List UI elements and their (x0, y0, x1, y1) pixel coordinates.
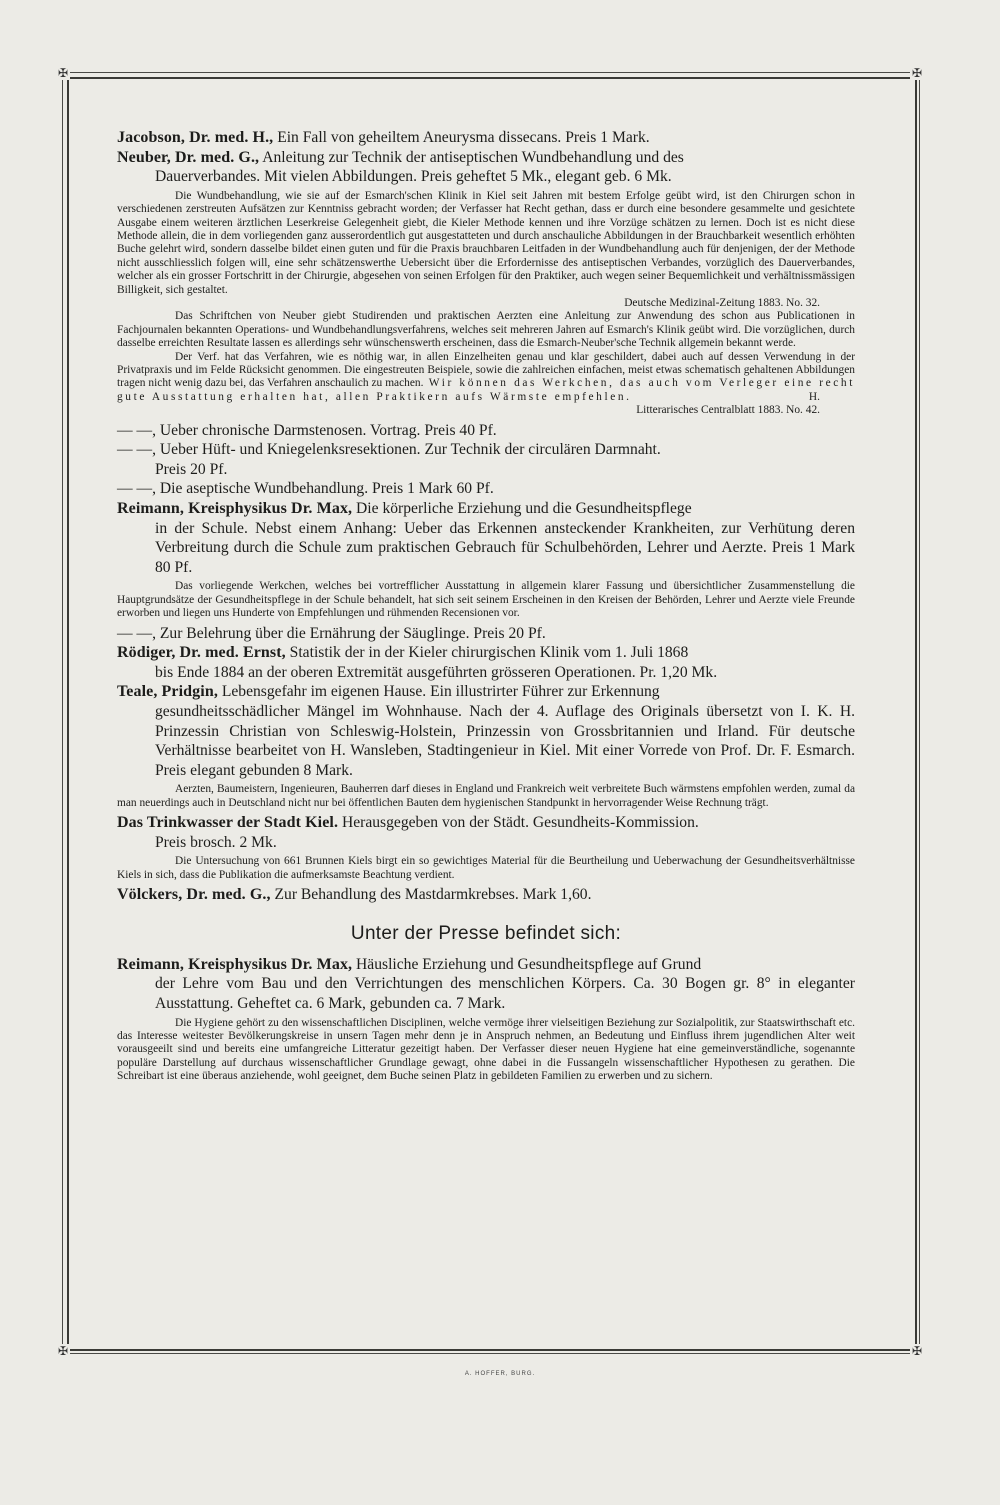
entry-text: Die körperliche Erziehung und die Gesundheitspflege (352, 500, 692, 518)
review-initial: H. (808, 390, 820, 403)
review-text-spaced: Wir können das Werkchen, das auch vom Verleger eine recht gute Ausstattung erhalten hat, allen Praktikern aufs Wärmste empfehlen. (117, 377, 855, 403)
entry-text: Statistik der in der Kieler chirurgischen Klinik vom 1. Juli 1868 (285, 644, 689, 662)
review-paragraph: Das Schriftchen von Neuber giebt Studirenden und praktischen Aerzten eine Anleitung zur Anwendung des schon aus Publicationen in Fachjournalen bekannten Operations- und Wundbehandlungsverfahrens, welches seit mehreren Jahren auf Esmarch's Klinik geübt wird. Die vorzüglichen, durch dasselbe erreichten Resultate lassen es allerdings sehr wünschenswerth erscheinen, dass die Esmarch-Neuber'sche Technik allgemein bekannt werde. (117, 310, 855, 350)
entry-continuation: Preis 20 Pf. (155, 460, 228, 478)
entry-teale (117, 682, 855, 780)
review-source: Litterarisches Centralblatt 1883. No. 42. (636, 404, 820, 417)
review-paragraph: Die Untersuchung von 661 Brunnen Kiels birgt ein so gewichtiges Material für die Beurtheilung und Ueberwachung der Gesundheitsverhältnisse Kiels in sich, dass die Publikation die aufmerksamste Beachtung verdient. (117, 855, 855, 881)
entry-continuation: der Lehre vom Bau und den Verrichtungen des menschlichen Körpers. Ca. 30 Bogen gr. 8° in eleganter Ausstattung. Geheftet ca. 6 Mark, gebunden ca. 7 Mark. (155, 975, 855, 1012)
entry-jacobson (117, 128, 855, 148)
entry-dash-2 (117, 440, 855, 479)
press-heading: Unter der Presse befindet sich: (350, 922, 622, 944)
entry-dash-1 (117, 421, 855, 441)
review-paragraph: Die Wundbehandlung, wie sie auf der Esmarch'schen Klinik in Kiel seit Jahren mit bestem Erfolge geübt wird, ist den Chirurgen schon in verschiedenen zerstreuten Aufsätzen zur Kenntniss gebracht worden; der Verfasser hat Recht gethan, dass er durch eine besondere gesammelte und gesichtete Ausgabe einem weiteren ärztlichen Leserkreise Gelegenheit giebt, die Kieler Methode kennen und ihre Vorzüge schätzen zu lernen. Doch ist es nicht diese Methode allein, die in dem vorliegenden ganz ausserordentlich gut ausgestatteten und durch anschauliche Abbildungen in der Brauchbarkeit wesentlich erhöhten Buche gelehrt wird, sondern dasselbe bildet einen guten und für die Praxis brauchbaren Leitfaden in der Wundbehandlung auch für denjenigen, der der Methode nicht ausschliesslich folgen will, eine sehr schätzenswerthe Uebersicht über die Erfordernisse des antiseptischen Verbandes, vorzüglich des Dauerverbandes, welcher als ein grosser Fortschritt in der Chirurgie, abgesehen von seinen Erfolgen für den Praktiker, auch wegen seiner Bequemlichkeit und verhältnissmässigen Billigkeit, sich gestaltet. (117, 189, 855, 296)
entry-continuation: Dauerverbandes. Mit vielen Abbildungen. Preis geheftet 5 Mk., elegant geb. 6 Mk. (155, 168, 672, 186)
entry-text: — —, Zur Belehrung über die Ernährung der Säuglinge. Preis 20 Pf. (117, 624, 546, 642)
review-paragraph: Die Hygiene gehört zu den wissenschaftlichen Disciplinen, welche vermöge ihrer vielseitigen Beziehung zur Sozialpolitik, zur Staatswirthschaft etc. das Interesse weitester Bevölkerungskreise in unsern Tagen mehr denn je in Anspruch nehmen, an Bedeutung und Einfluss ihrem jugendlichen Alter weit vorausgeeilt sind und bereits eine umfangreiche Litteratur gezeitigt haben. Der Verfasser dieser neuen Hygiene hat eine gemeinverständliche, sogenannte populäre Darstellung auf durchaus wissenschaftlicher Grundlage gewagt, ohne dabei in die Fussangeln wissenschaftlicher Hypothesen zu gerathen. Die Schreibart ist eine überaus anziehende, wohl geeignet, dem Buche seinen Platz in gebildeten Familien zu erwerben und zu sichern. (117, 1016, 855, 1083)
entry-dash-4 (117, 624, 855, 644)
entry-text: — —, Die aseptische Wundbehandlung. Preis 1 Mark 60 Pf. (117, 480, 494, 498)
entry-voelckers (117, 885, 855, 905)
author-name: Reimann, Kreisphysikus Dr. Max, (117, 500, 353, 518)
corner-ornament-icon: ✠ (911, 66, 923, 80)
entry-text: — —, Ueber Hüft- und Kniegelenksresektionen. Zur Technik der circulären Darmnaht. (117, 441, 661, 459)
author-name: Reimann, Kreisphysikus Dr. Max, (117, 955, 353, 973)
review-paragraph: Das vorliegende Werkchen, welches bei vortrefflicher Ausstattung in allgemein klarer Fassung und übersichtlicher Zusammenstellung die Hauptgrundsätze der Gesundheitspflege in der Schule behandelt, hat sich seit seinem Erscheinen in den Kreisen der Behörden, Lehrer und Aerzte viele Freunde erworben und liegen uns Hunderte von Empfehlungen und rühmenden Recensionen vor. (117, 580, 855, 620)
review-source: Deutsche Medizinal-Zeitung 1883. No. 32. (624, 297, 820, 310)
entry-text: Ein Fall von geheiltem Aneurysma dissecans. Preis 1 Mark. (273, 129, 650, 146)
entry-text: — —, Ueber chronische Darmstenosen. Vortrag. Preis 40 Pf. (117, 421, 497, 439)
review-reimann-2 (117, 1017, 855, 1084)
entry-continuation: gesundheitsschädlicher Mängel im Wohnhause. Nach der 4. Auflage des Originals übersetzt von I. K. H. Prinzessin Christian von Schleswig-Holstein, Prinzessin von Grossbritannien und Irland. Für deutsche Verhältnisse bearbeitet von H. Wansleben, Stadtingenieur in Kiel. Mit einer Vorrede von Prof. Dr. F. Esmarch. Preis elegant gebunden 8 Mark. (155, 703, 855, 779)
review-neuber (117, 190, 855, 418)
entry-text: Häusliche Erziehung und Gesundheitspflege auf Grund (352, 955, 702, 973)
entry-neuber (117, 148, 855, 187)
review-reimann (117, 580, 855, 620)
entry-continuation: Preis brosch. 2 Mk. (155, 833, 277, 851)
review-paragraph: Aerzten, Baumeistern, Ingenieuren, Bauherren darf dieses in England und Frankreich weit verbreitete Buch wärmstens empfohlen werden, zumal da man neuerdings auch in Deutschland nicht nur bei öffentlichen Bauten dem hygienischen Standpunkt in hervorragender Weise Rechnung trägt. (117, 783, 855, 809)
author-name: Teale, Pridgin, (117, 683, 218, 701)
corner-ornament-icon: ✠ (57, 1344, 69, 1358)
printer-imprint: A. HOFFER, BURG. (464, 1371, 536, 1377)
entry-text: Zur Behandlung des Mastdarmkrebses. Mark 1,60. (270, 886, 592, 904)
entry-continuation: in der Schule. Nebst einem Anhang: Ueber das Erkennen ansteckender Krankheiten, zur Verhütung deren Verbreitung durch die Schule zum praktischen Gebrauch für Schulbehörden, Lehrer und Aerzte. Preis 1 Mark 80 Pf. (155, 519, 855, 576)
catalogue-content (117, 128, 855, 1087)
author-name: Das Trinkwasser der Stadt Kiel. (117, 814, 339, 832)
entry-dash-3 (117, 479, 855, 499)
review-paragraph (117, 351, 855, 405)
author-name: Rödiger, Dr. med. Ernst, (117, 644, 286, 662)
review-trinkwasser (117, 855, 855, 882)
entry-text: Herausgegeben von der Städt. Gesundheits-Kommission. (338, 814, 699, 832)
entry-reimann (117, 499, 855, 577)
entry-text: Lebensgefahr im eigenen Hause. Ein illustrirter Führer zur Erkennung (217, 683, 660, 701)
author-name: Jacobson, Dr. med. H., (117, 129, 274, 146)
author-name: Neuber, Dr. med. G., (117, 148, 260, 166)
entry-roediger (117, 643, 855, 682)
author-name: Völckers, Dr. med. G., (117, 886, 271, 904)
entry-continuation: bis Ende 1884 an der oberen Extremität ausgeführten grösseren Operationen. Pr. 1,20 Mk. (155, 663, 718, 681)
review-text: Der Verf. hat das Verfahren, wie es nöthig war, in allen Einzelheiten genau und klar geschildert, dabei auch auf dessen Verwendung in der Privatpraxis und im Felde Rücksicht genommen. Die eingestreuten Beispiele, sowie die zahlreichen einfachen, meist etwas schematisch gehaltenen Abbildungen tragen nicht wenig dazu bei, das Verfahren anschaulich zu machen. (117, 350, 855, 390)
corner-ornament-icon: ✠ (57, 66, 69, 80)
review-teale (117, 783, 855, 810)
entry-trinkwasser (117, 813, 855, 852)
entry-reimann-2 (117, 955, 855, 1014)
entry-text: Anleitung zur Technik der antiseptischen Wundbehandlung und des (259, 148, 684, 166)
corner-ornament-icon: ✠ (911, 1344, 923, 1358)
